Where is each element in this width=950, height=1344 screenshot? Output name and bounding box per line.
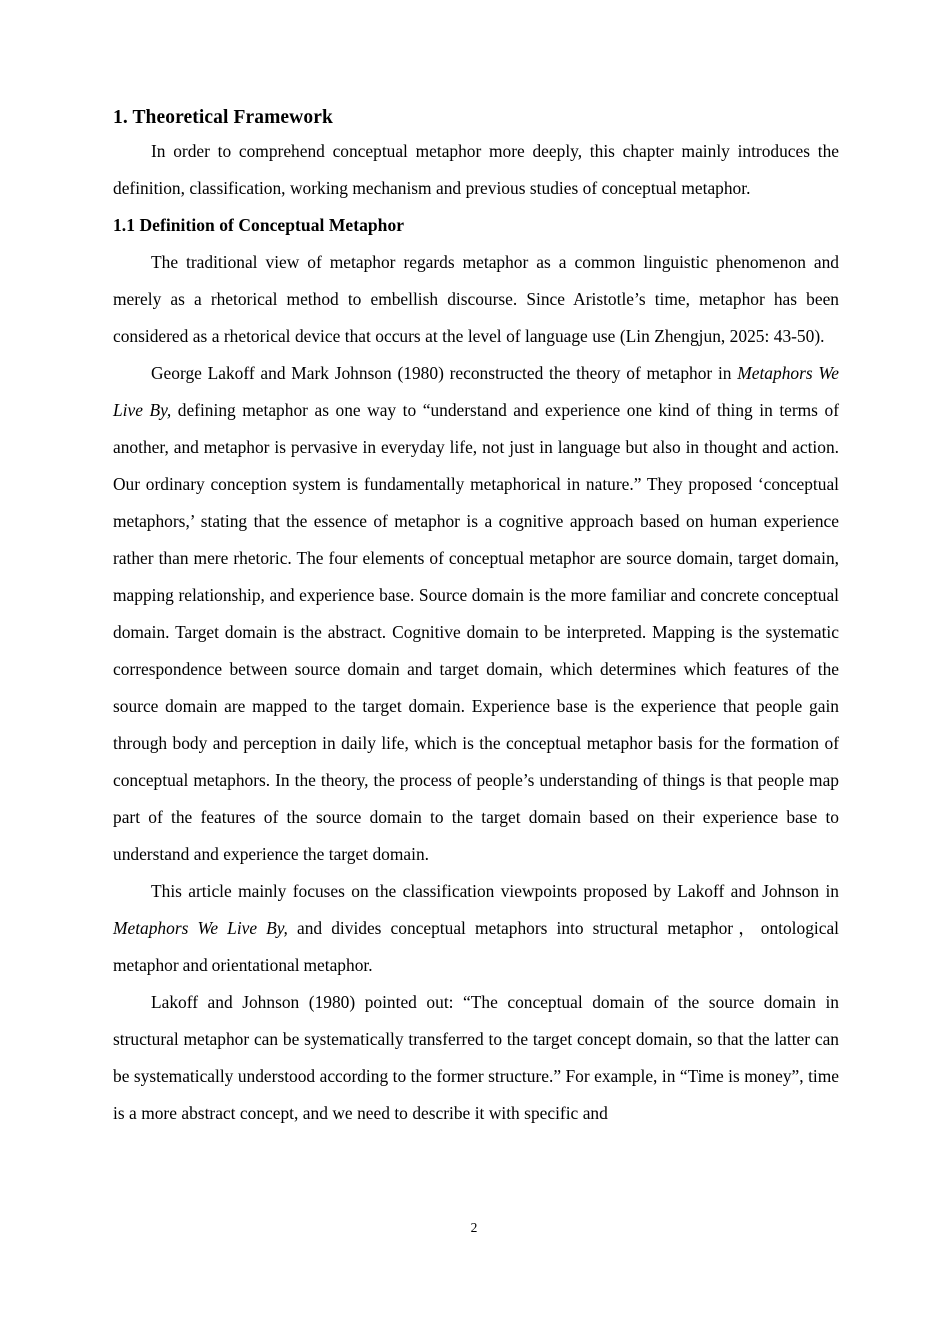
subsection-heading: 1.1 Definition of Conceptual Metaphor (113, 215, 405, 235)
section-heading: 1. Theoretical Framework (113, 107, 333, 128)
paragraph-classification-text-after-title: and divides conceptual metaphors into structural metaphor，ontological metaphor and orientational metaphor. (113, 918, 839, 975)
paragraph-lakoff-johnson (113, 355, 839, 873)
page-content (113, 103, 839, 1132)
page-number: 2 (470, 1220, 478, 1235)
paragraph-classification (113, 873, 839, 984)
paragraph-classification-text-before-title: This article mainly focuses on the classification viewpoints proposed by Lakoff and Johnson in (151, 881, 839, 901)
paragraph-lakoff-text-after-title: defining metaphor as one way to “understand and experience one kind of thing in terms of another, and metaphor is pervasive in everyday life, not just in language but also in thought and action. Our ordinary conception system is fundamentally metaphorical in nature.” They proposed ‘conceptual metaphors,’ stating that the essence of metaphor is a cognitive approach based on human experience rather than mere rhetoric. The four elements of conceptual metaphor are source domain, target domain, mapping relationship, and experience base. Source domain is the more familiar and concrete conceptual domain. Target domain is the abstract. Cognitive domain to be interpreted. Mapping is the systematic correspondence between source domain and target domain, which determines which features of the source domain are mapped to the target domain. Experience base is the experience that people gain through body and perception in daily life, which is the conceptual metaphor basis for the formation of conceptual metaphors. In the theory, the process of people’s understanding of things is that people map part of the features of the source domain to the target domain based on their experience base to understand and experience the target domain. (113, 400, 839, 864)
paragraph-lakoff-text-before-title: George Lakoff and Mark Johnson (1980) reconstructed the theory of metaphor in (151, 363, 738, 383)
book-title-metaphors-we-live-by: Metaphors We Live By, (113, 363, 839, 420)
book-title-metaphors-we-live-by-second: Metaphors We Live By, (113, 918, 288, 938)
paragraph-traditional-view: The traditional view of metaphor regards metaphor as a common linguistic phenomenon and merely as a rhetorical method to embellish discourse. Since Aristotle’s time, metaphor has been considered as a rhetorical device that occurs at the level of language use (Lin Zhengjun, 2025: 43-50). (113, 252, 839, 346)
paragraph-intro: In order to comprehend conceptual metaphor more deeply, this chapter mainly introduces the definition, classification, working mechanism and previous studies of conceptual metaphor. (113, 141, 839, 198)
paragraph-structural-metaphor: Lakoff and Johnson (1980) pointed out: “The conceptual domain of the source domain in structural metaphor can be systematically transferred to the target concept domain, so that the latter can be systematically understood according to the former structure.” For example, in “Time is money”, time is a more abstract concept, and we need to describe it with specific and (113, 992, 839, 1123)
